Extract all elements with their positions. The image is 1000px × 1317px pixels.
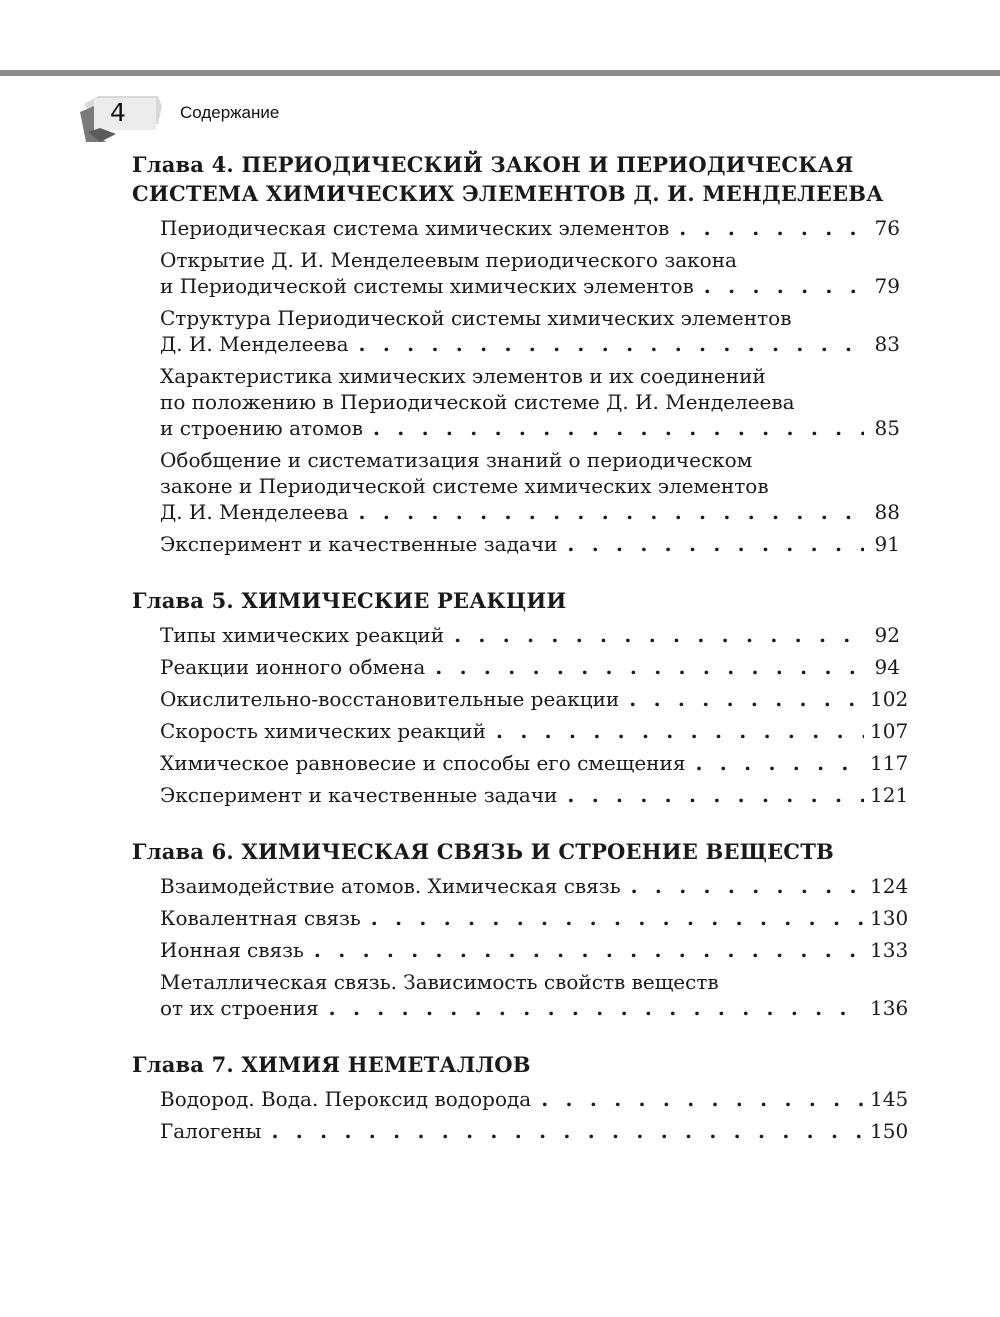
toc-entry[interactable] (160, 360, 900, 444)
dot-leader (704, 273, 864, 299)
toc-entry[interactable] (160, 934, 909, 966)
dot-leader (373, 415, 864, 441)
chapter-entries (160, 619, 909, 811)
toc-entry-title: Взаимодействие атомов. Химическая связь (160, 874, 621, 898)
dot-leader (695, 750, 864, 776)
chapter (132, 837, 909, 1024)
toc-page-number: 85 (874, 416, 900, 440)
dot-leader (631, 873, 864, 899)
toc-page-number: 136 (870, 996, 909, 1020)
dot-leader (329, 995, 864, 1021)
toc-entry[interactable] (160, 747, 909, 779)
dot-leader (541, 1086, 864, 1112)
toc-page-number: 79 (874, 274, 900, 298)
dot-leader (314, 937, 864, 963)
toc-entry[interactable] (160, 619, 900, 651)
toc-entry[interactable] (160, 244, 900, 302)
toc-page-number: 145 (870, 1087, 909, 1111)
toc-entry-title: Типы химических реакций (160, 623, 445, 647)
toc-page-number: 91 (874, 532, 900, 556)
dot-leader (371, 905, 864, 931)
toc-entry-line: Металлическая связь. Зависимость свойств веществ (160, 970, 719, 994)
dot-leader (679, 215, 864, 241)
toc-entry-title: Ионная связь (160, 938, 304, 962)
chapter-entries (160, 870, 909, 1024)
toc-entry-title: Периодическая система химических элементов (160, 216, 670, 240)
chapter-title[interactable]: СИСТЕМА ХИМИЧЕСКИХ ЭЛЕМЕНТОВ Д. И. МЕНДЕЛЕЕВА (132, 181, 884, 206)
toc-entry-line: Обобщение и систематизация знаний о периодическом (160, 448, 753, 472)
chapter-entries (160, 1083, 909, 1147)
chapter (132, 150, 900, 560)
toc-entry[interactable] (160, 1083, 909, 1115)
toc-entry-title: Эксперимент и качественные задачи (160, 783, 558, 807)
chapter-title[interactable]: Глава 5. ХИМИЧЕСКИЕ РЕАКЦИИ (132, 588, 567, 613)
toc-entry-line: Характеристика химических элементов и их соединений (160, 364, 766, 388)
toc-entry-title: Д. И. Менделеева (160, 500, 349, 524)
toc-entry-title: и строению атомов (160, 416, 363, 440)
toc-entry-line: по положению в Периодической системе Д. И. Менделеева (160, 390, 795, 414)
toc-page-number: 117 (870, 751, 909, 775)
toc-entry-line: Открытие Д. И. Менделеевым периодического закона (160, 248, 737, 272)
toc-entry[interactable] (160, 779, 909, 811)
toc-entry[interactable] (160, 715, 909, 747)
toc-entry-title: Окислительно-восстановительные реакции (160, 687, 620, 711)
toc-entry[interactable] (160, 651, 900, 683)
chapter-entries (160, 212, 900, 560)
toc-entry[interactable] (160, 1115, 909, 1147)
chapter-title[interactable]: Глава 7. ХИМИЯ НЕМЕТАЛЛОВ (132, 1052, 531, 1077)
dot-leader (271, 1118, 864, 1144)
chapter-title[interactable]: Глава 6. ХИМИЧЕСКАЯ СВЯЗЬ И СТРОЕНИЕ ВЕЩЕСТВ (132, 839, 834, 864)
toc-entry-title: Химическое равновесие и способы его смещения (160, 751, 686, 775)
dot-leader (454, 622, 864, 648)
toc-page-number: 121 (870, 783, 909, 807)
table-of-contents (132, 150, 909, 1147)
dot-leader (567, 782, 864, 808)
chapter (132, 586, 909, 811)
toc-entry-title: Д. И. Менделеева (160, 332, 349, 356)
page-number: 4 (110, 98, 126, 127)
dot-leader (629, 686, 864, 712)
chapter (132, 1050, 909, 1147)
toc-page-number: 133 (870, 938, 909, 962)
toc-page-number: 92 (874, 623, 900, 647)
toc-entry-title: от их строения (160, 996, 319, 1020)
dot-leader (359, 331, 865, 357)
toc-entry-title: Эксперимент и качественные задачи (160, 532, 558, 556)
toc-page-number: 102 (870, 687, 909, 711)
chapter-title[interactable]: Глава 4. ПЕРИОДИЧЕСКИЙ ЗАКОН И ПЕРИОДИЧЕСКАЯ (132, 152, 854, 177)
toc-page-number: 88 (874, 500, 900, 524)
toc-entry[interactable] (160, 870, 909, 902)
toc-entry-title: Реакции ионного обмена (160, 655, 426, 679)
dot-leader (359, 499, 865, 525)
toc-entry[interactable] (160, 212, 900, 244)
toc-page-number: 150 (870, 1119, 909, 1143)
toc-page-number: 76 (874, 216, 900, 240)
toc-page-number: 94 (874, 655, 900, 679)
toc-entry-title: Ковалентная связь (160, 906, 361, 930)
toc-entry-line: Структура Периодической системы химических элементов (160, 306, 792, 330)
toc-entry-line: законе и Периодической системе химических элементов (160, 474, 769, 498)
toc-entry[interactable] (160, 683, 909, 715)
dot-leader (496, 718, 864, 744)
top-rule (0, 70, 1000, 76)
running-head: Содержание (180, 103, 280, 122)
toc-entry-title: Скорость химических реакций (160, 719, 487, 743)
toc-entry-title: Водород. Вода. Пероксид водорода (160, 1087, 532, 1111)
toc-entry[interactable] (160, 528, 900, 560)
toc-entry[interactable] (160, 902, 909, 934)
toc-entry[interactable] (160, 302, 900, 360)
toc-page-number: 124 (870, 874, 909, 898)
toc-page-number: 83 (874, 332, 900, 356)
toc-entry[interactable] (160, 966, 909, 1024)
toc-entry-title: Галогены (160, 1119, 262, 1143)
toc-page-number: 130 (870, 906, 909, 930)
dot-leader (435, 654, 864, 680)
toc-entry[interactable] (160, 444, 900, 528)
toc-page-number: 107 (870, 719, 909, 743)
toc-entry-title: и Периодической системы химических элементов (160, 274, 694, 298)
dot-leader (567, 531, 864, 557)
